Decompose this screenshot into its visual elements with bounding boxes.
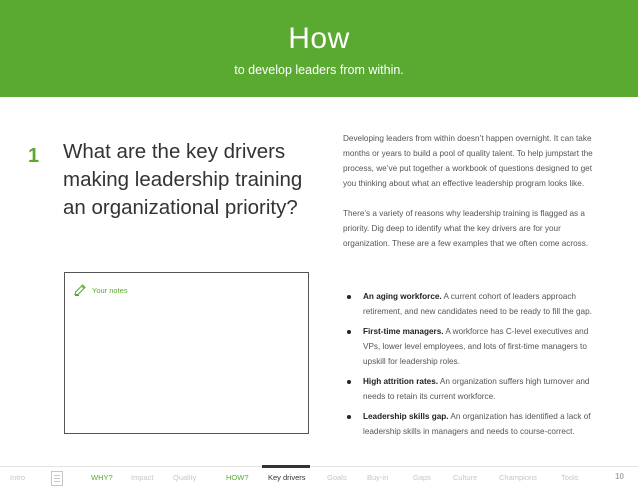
header-banner bbox=[0, 0, 638, 97]
bullet-text: A workforce has C-level executives and VPs, lower level employees, and lots of first-time managers to upskill for leadership roles. bbox=[363, 327, 589, 366]
nav-buy-in[interactable]: Buy-in bbox=[367, 473, 389, 482]
notes-header bbox=[73, 283, 128, 297]
pencil-icon bbox=[73, 283, 87, 297]
list-item bbox=[343, 289, 605, 319]
bullet-lead: First-time managers. bbox=[363, 327, 444, 336]
notes-box[interactable] bbox=[64, 272, 309, 434]
question-number: 1 bbox=[28, 145, 40, 167]
drivers-list bbox=[343, 289, 605, 444]
nav-culture[interactable]: Culture bbox=[453, 473, 478, 482]
list-item bbox=[343, 374, 605, 404]
active-tab-indicator bbox=[262, 465, 310, 468]
page-number: 10 bbox=[615, 472, 624, 481]
question-text: What are the key drivers making leadership training an organizational priority? bbox=[63, 140, 303, 219]
bullet-text: An organization suffers high turnover and needs to retain its current workforce. bbox=[363, 377, 590, 401]
list-item bbox=[343, 324, 605, 369]
nav-why[interactable]: WHY? bbox=[91, 473, 113, 482]
nav-tools[interactable]: Tools bbox=[561, 473, 579, 482]
nav-intro[interactable]: Intro bbox=[10, 473, 26, 482]
list-item bbox=[343, 409, 605, 439]
nav-gaps[interactable]: Gaps bbox=[413, 473, 431, 482]
drivers-paragraph: There’s a variety of reasons why leadership training is flagged as a priority. Dig deep to identify what the key drivers are for your organization. These are a few examples that we often come across. bbox=[343, 209, 589, 248]
bullet-lead: High attrition rates. bbox=[363, 377, 439, 386]
bullet-text: An organization has identified a lack of leadership skills in managers and needs to course-correct. bbox=[363, 412, 591, 436]
intro-paragraph: Developing leaders from within doesn’t happen overnight. It can take months or years to build a pool of quality talent. To help jumpstart the process, we’ve put together a workbook of questions designed to get you thinking about what an effective leadership program looks like. bbox=[343, 134, 593, 188]
document-icon[interactable] bbox=[51, 471, 63, 486]
body-text bbox=[343, 131, 605, 266]
nav-key-drivers[interactable]: Key drivers bbox=[268, 473, 306, 482]
bullet-lead: Leadership skills gap. bbox=[363, 412, 449, 421]
nav-goals[interactable]: Goals bbox=[327, 473, 347, 482]
page-title: How bbox=[288, 22, 350, 55]
bullet-text: A current cohort of leaders approach retirement, and new candidates need to be ready to fill the gap. bbox=[363, 292, 592, 316]
notes-label: Your notes bbox=[92, 285, 128, 295]
nav-how[interactable]: HOW? bbox=[226, 473, 249, 482]
nav-impact[interactable]: Impact bbox=[131, 473, 154, 482]
footer-nav bbox=[0, 467, 638, 493]
nav-quality[interactable]: Quality bbox=[173, 473, 197, 482]
nav-champions[interactable]: Champions bbox=[499, 473, 537, 482]
page-subtitle: to develop leaders from within. bbox=[234, 63, 404, 77]
bullet-lead: An aging workforce. bbox=[363, 292, 442, 301]
